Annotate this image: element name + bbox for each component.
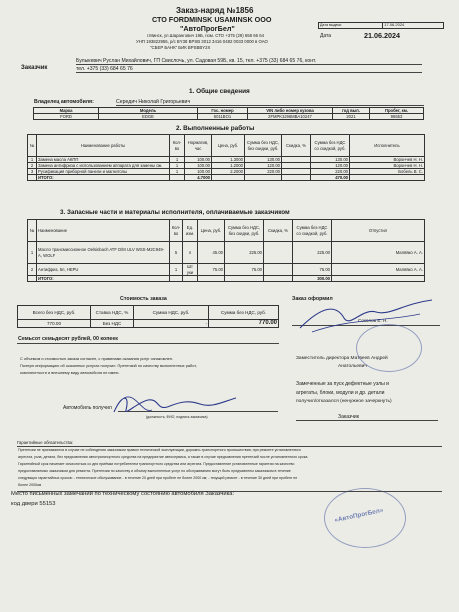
- cost-words-underline: [17, 343, 279, 344]
- consent-line1: С объемом и стоимостью заказа согласен, с правилами оказания услуг ознакомлен.: [20, 356, 174, 361]
- vehicle-vin: 2FMPK3J96MBA10247: [248, 114, 333, 120]
- works-col-no: №: [28, 135, 37, 157]
- vehicle-model: EDGE: [99, 114, 198, 120]
- work-sum: 220.00: [245, 169, 282, 175]
- warranty-line1: Претензии не принимаются в случае не соблюдения заказчиком правил технической эксплуатации, дорожно-транспортного происшествия, при ремонте установленного: [18, 448, 301, 452]
- table-row: [28, 264, 425, 276]
- work-qty: 1: [170, 163, 185, 169]
- parts-total-sum: 300.00: [293, 276, 332, 282]
- work-worker: Ворончев Н. Н.: [350, 157, 425, 163]
- cost-total: 770.00: [18, 320, 91, 328]
- warranty-line6: более 2000км: [18, 483, 42, 487]
- work-no: 3: [28, 169, 37, 175]
- date-issue-label: Дата выдачи: [319, 23, 383, 29]
- cost-col-vat-rate: Ставка НДС, %: [91, 306, 134, 320]
- cost-vat-sum: -: [134, 320, 209, 328]
- cost-col-sum-novat: Сумма без НДС, руб.: [209, 306, 279, 320]
- part-name: Масло трансмиссионное Oelsinbach ATF D/M ULV WSS-M2C949-A, WOLF: [37, 242, 170, 264]
- section2-title: 2. Выполненные работы: [176, 125, 255, 132]
- remarks-line2: агрегаты, блоки, модули и др. детали: [296, 390, 385, 396]
- part-qty: 5: [170, 242, 183, 264]
- parts-col-unit: Ед. изм.: [183, 220, 198, 242]
- issued-label: Заказ оформил: [292, 296, 333, 302]
- work-price: 1.3000: [212, 157, 245, 163]
- parts-col-no: №: [28, 220, 37, 242]
- parts-col-price: Цена, руб.: [198, 220, 225, 242]
- company-brand: "АвтоПрогБел": [180, 24, 235, 33]
- date-issue: 17.06.2024: [383, 23, 444, 29]
- customer-underline: [76, 64, 422, 65]
- order-date: 21.06.2024: [364, 31, 400, 40]
- customer-label: Заказчик: [21, 65, 48, 71]
- work-name: Замена антифриза с использованием аппарата для замены ож.: [37, 163, 170, 169]
- work-sum-disc: 220.00: [311, 169, 350, 175]
- part-unit: Шт уки: [183, 264, 198, 276]
- col-plate: Гос. номер: [198, 108, 248, 114]
- consent-line2: Полную информацию об оказанных услугах получил. Претензий по качеству выполненных работ,: [20, 363, 197, 368]
- warranty-title: Гарантийные обязательства:: [17, 440, 74, 445]
- part-no: 2: [28, 264, 37, 276]
- warranty-line5: следующих гарантийных сроков: - техническое обслуживание - в течение 20 дней при пробеге не более 2000 км; - текущий ремонт - в течение 30 дней при пробеге не: [18, 476, 298, 480]
- work-sum: 130.00: [245, 157, 282, 163]
- owner-underline: [116, 105, 424, 106]
- issued-name: Соколов Е. Н.: [358, 318, 388, 323]
- vehicle-mileage: 96553: [370, 114, 424, 120]
- parts-col-issuer: Отпустил: [332, 220, 425, 242]
- works-col-name: Наименование работы: [37, 135, 170, 157]
- work-no: 1: [28, 157, 37, 163]
- customer-signature: [108, 390, 243, 418]
- part-sum: 75.00: [225, 264, 264, 276]
- parts-total-row: [28, 276, 425, 282]
- owner-label: Владелец автомобиля:: [34, 99, 94, 105]
- work-no: 2: [28, 163, 37, 169]
- parts-col-sum: Сумма без НДС, без скидки, руб.: [225, 220, 264, 242]
- part-sum: 225.00: [225, 242, 264, 264]
- part-discount: [264, 264, 293, 276]
- remarks-line1: Замеченные за пуск дефектные узлы и: [296, 381, 390, 387]
- customer-underline-2: [76, 72, 422, 73]
- consent-line3: комплектности и внешнему виду автомобиля не имею.: [20, 370, 120, 375]
- part-price: 75.00: [198, 264, 225, 276]
- works-col-sum: Сумма без НДС, без скидки, руб.: [245, 135, 282, 157]
- work-norm: 100.00: [185, 163, 212, 169]
- deputy-line1: Заместитель директора Матвеев Андрей: [296, 356, 388, 361]
- works-total-sum: 470.00: [311, 175, 350, 181]
- cost-col-total: Всего без НДС, руб.: [18, 306, 91, 320]
- part-issuer: Малявко А. А.: [332, 264, 425, 276]
- customer-line2: тел. +375 (33) 684 65 76: [76, 66, 133, 72]
- works-col-price: Цена, руб.: [212, 135, 245, 157]
- cost-vat-rate: Без НДС: [91, 320, 134, 328]
- company-bank-name: "СБЕР БАНК" БИК BPSBBY2X: [150, 45, 211, 50]
- works-col-norm: Норматив, час: [185, 135, 212, 157]
- signature-caption: (должность, ФИО, подпись заказчика): [146, 415, 208, 419]
- footer-door-code: код двери 55153: [11, 501, 56, 507]
- work-name: Русификация приборной панели и магнитолы: [37, 169, 170, 175]
- part-price: 45.00: [198, 242, 225, 264]
- work-sum-disc: 130.00: [311, 157, 350, 163]
- part-issuer: Малявко А. А.: [332, 242, 425, 264]
- col-model: Модель: [99, 108, 198, 114]
- work-worker: Ворончев Н. Н.: [350, 163, 425, 169]
- works-col-worker: Исполнитель: [350, 135, 425, 157]
- col-make: Марка: [34, 108, 99, 114]
- vehicle-table: [33, 107, 424, 120]
- works-col-sum-disc: Сумма без НДС со скидкой, руб.: [311, 135, 350, 157]
- part-qty: 1: [170, 264, 183, 276]
- remarks-underline: [296, 420, 438, 421]
- work-worker: Бобель В. С.: [350, 169, 425, 175]
- cost-title: Стоимость заказа: [120, 296, 167, 302]
- part-unit: л: [183, 242, 198, 264]
- section1-title: 1. Общие сведения: [189, 88, 250, 95]
- cost-sum-novat: 770.00: [209, 320, 279, 328]
- cost-col-vat-sum: Сумма НДС, руб.: [134, 306, 209, 320]
- works-total-row: [28, 175, 425, 181]
- warranty-line3: Гарантийный срок начинает исчисляться со дня приёмки потребителем транспортного средства или агрегата. Предоставление установленные гарантии на качество: [18, 462, 295, 466]
- vehicle-year: 2021: [333, 114, 370, 120]
- col-mileage: Пробег, км.: [370, 108, 424, 114]
- col-vin: VIN либо номер кузова: [248, 108, 333, 114]
- work-price: 2.2000: [212, 169, 245, 175]
- company-address: г.Минск, ул.Шарангович 19Б, пом. СТО +375 (29) 658 66 64: [147, 33, 265, 38]
- works-table: [27, 134, 425, 181]
- warranty-line2: агрегата, узла, детали, без предъявления автотранспортного средства на предприятие автосервиса, а также в случае предъявления претензий после установленного срока.: [18, 455, 309, 459]
- part-discount: [264, 242, 293, 264]
- work-norm: 100.00: [185, 157, 212, 163]
- part-name: Антифриз, 5л, HEPU: [37, 264, 170, 276]
- company-name: СТО FORDMINSK USAMINSK ООО: [152, 15, 272, 24]
- deputy-line2: Анатольевич: [338, 364, 367, 369]
- works-total-norm: 4.7000: [185, 175, 212, 181]
- vehicle-plate: 6011BO1: [198, 114, 248, 120]
- order-title: Заказ-наряд №1856: [176, 6, 254, 15]
- work-qty: 1: [170, 157, 185, 163]
- work-name: Замена масла АКПП: [37, 157, 170, 163]
- works-col-qty: Кол-во: [170, 135, 185, 157]
- footer-remarks: Место письменных замечаний по техническому состоянию автомобиля Заказчика:: [11, 491, 235, 497]
- work-price: 1.2000: [212, 163, 245, 169]
- works-col-discount: Скидка, %: [282, 135, 311, 157]
- parts-col-sum-disc: Сумма без НДС со скидкой, руб.: [293, 220, 332, 242]
- remarks-line3: получил/отказался (ненужное зачеркнуть): [296, 399, 392, 404]
- stamp-text: «АвтоПрогБел»: [333, 506, 384, 525]
- part-no: 1: [28, 242, 37, 264]
- works-total-label: ИТОГО:: [37, 175, 170, 181]
- part-sum-disc: 225.00: [293, 242, 332, 264]
- warranty-line4: предоставляемых заказчиком для ремонта. Претензии по качеству и объему выполненных услуг по обслуживанию могут быть предъявлены заказчиком в течение: [18, 469, 291, 473]
- cost-in-words: Семьсот семьдесят рублей, 00 копеек: [18, 336, 118, 342]
- company-bank: УНП 193822955, р/с BY38 BPSB 3012 3416 0482 0033 0000 в ОАО: [136, 39, 268, 44]
- car-received-label: Автомобиль получил: [63, 405, 112, 411]
- owner-name: Середич Николай Григорьевич: [116, 99, 191, 105]
- cost-table: [17, 305, 279, 328]
- remarks-customer-label: Заказчик: [338, 414, 359, 420]
- work-qty: 1: [170, 169, 185, 175]
- customer-line1: Булыкевич Руслан Михайлович, ГП Свислочь, ул. Садовая 59Б, кв. 15, тел. +375 (33) 684 65 76, конт.: [76, 58, 317, 64]
- parts-total-label: ИТОГО:: [37, 276, 170, 282]
- table-row: [28, 242, 425, 264]
- work-norm: 100.00: [185, 169, 212, 175]
- col-year: год вып.: [333, 108, 370, 114]
- part-sum-disc: 75.00: [293, 264, 332, 276]
- date-table: [318, 22, 444, 29]
- vehicle-make: FORD: [34, 114, 99, 120]
- section3-title: 3. Запасные части и материалы исполнителя, оплачиваемые заказчиком: [60, 209, 290, 216]
- parts-table: [27, 219, 425, 282]
- date-label: Дата: [320, 33, 332, 39]
- parts-col-qty: Кол-во: [170, 220, 183, 242]
- stamp-upper: [356, 324, 422, 372]
- work-sum: 120.00: [245, 163, 282, 169]
- parts-col-name: Наименование: [37, 220, 170, 242]
- work-sum-disc: 120.00: [311, 163, 350, 169]
- parts-col-discount: Скидка, %: [264, 220, 293, 242]
